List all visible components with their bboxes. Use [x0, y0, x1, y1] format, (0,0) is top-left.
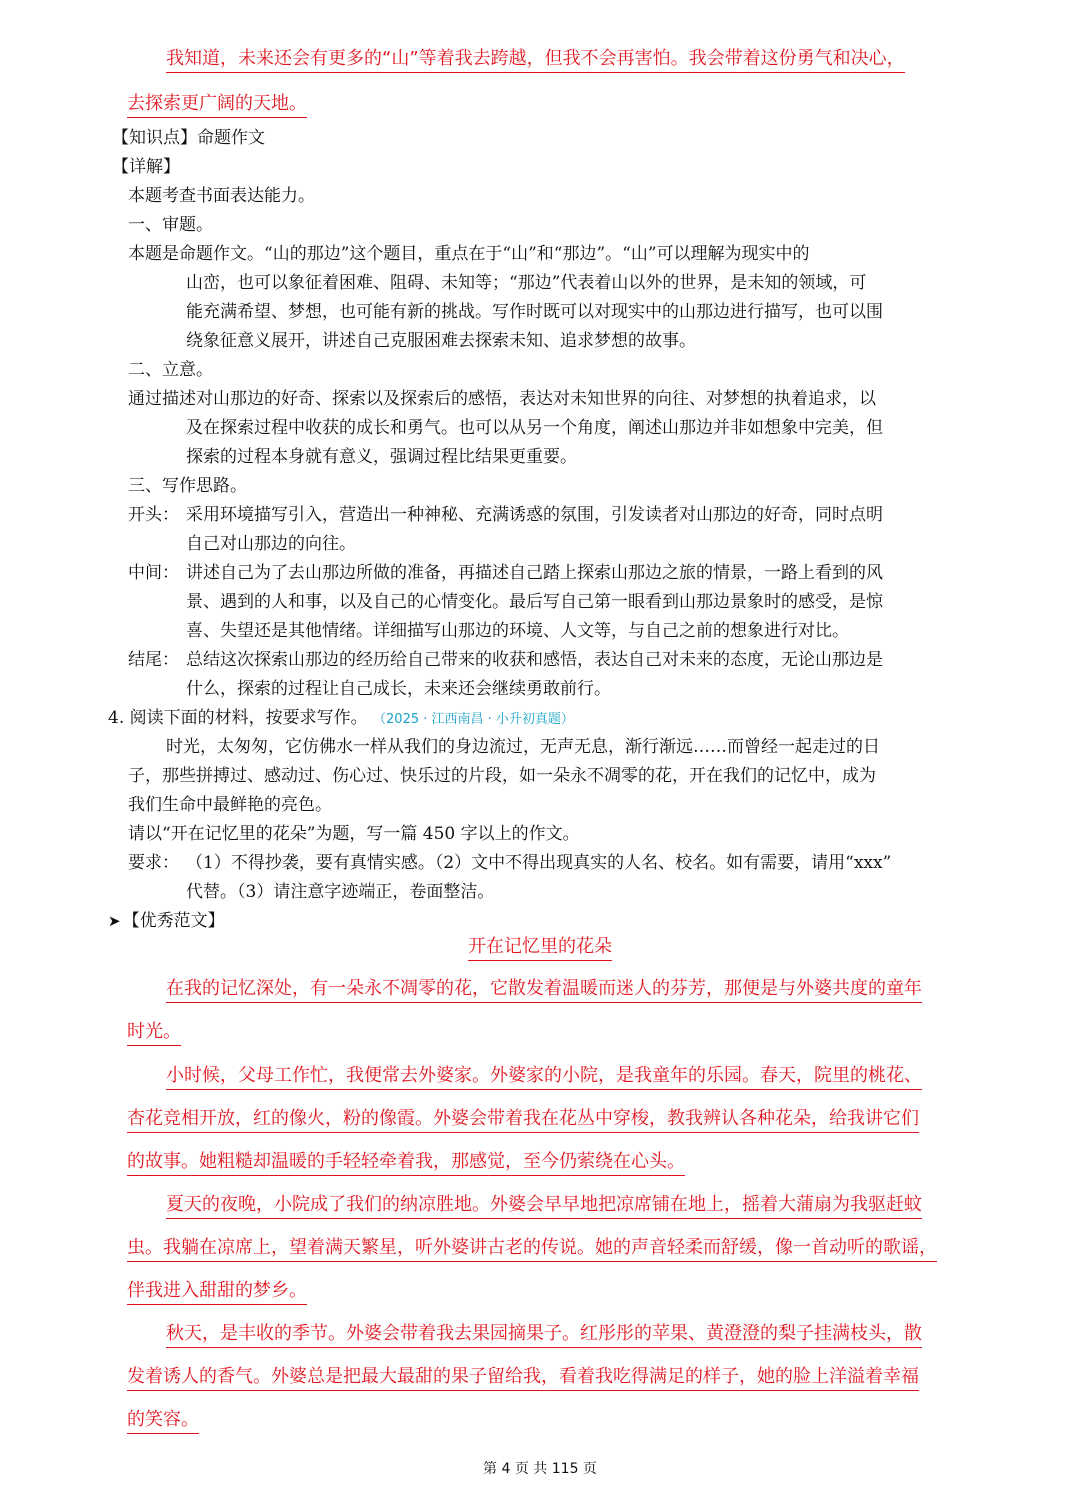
essay-line — [166, 1190, 922, 1216]
essay-text: 夏天的夜晚，小院成了我们的纳凉胜地。外婆会早早地把凉席铺在地上，摇着大蒲扇为我驱赶蚊 — [166, 1194, 922, 1219]
analysis-line: 通过描述对山那边的好奇、探索以及探索后的感悟，表达对未知世界的向往、对梦想的执着追求，以 — [128, 389, 876, 409]
middle-label: 中间： — [128, 563, 179, 583]
analysis-line: 探索的过程本身就有意义，强调过程比结果更重要。 — [186, 447, 577, 467]
page-footer: 第 4 页 共 115 页 — [483, 1461, 597, 1477]
material-line: 子，那些拼搏过、感动过、伤心过、快乐过的片段，如一朵永不凋零的花，开在我们的记忆中，成为 — [128, 766, 876, 786]
essay-line — [127, 1276, 307, 1302]
model-heading-text: 【优秀范文】 — [122, 911, 225, 931]
essay-title-text: 开在记忆里的花朵 — [468, 936, 612, 961]
question-4-stem — [108, 703, 574, 728]
essay-line — [127, 1147, 685, 1173]
question-stem: 4. 阅读下面的材料，按要求写作。 — [108, 708, 368, 728]
essay-text: 杏花竞相开放，红的像火，粉的像霞。外婆会带着我在花丛中穿梭，教我辨认各种花朵，给我讲它们 — [127, 1108, 919, 1133]
essay-line — [127, 1233, 937, 1259]
essay-line — [127, 1362, 919, 1388]
essay-text: 秋天，是丰收的季节。外婆会带着我去果园摘果子。红彤彤的苹果、黄澄澄的梨子挂满枝头，散 — [166, 1323, 922, 1348]
essay-text: 的笑容。 — [127, 1409, 199, 1434]
essay-line — [127, 89, 307, 115]
question-source: （2025 · 江西南昌 · 小升初真题） — [373, 712, 574, 727]
analysis-line: 自己对山那边的向往。 — [186, 534, 356, 554]
analysis-line: 山峦，也可以象征着困难、阻碍、未知等；“那边”代表着山以外的世界，是未知的领域，可 — [186, 273, 867, 293]
essay-line — [166, 974, 922, 1000]
analysis-line: 本题是命题作文。“山的那边”这个题目，重点在于“山”和“那边”。“山”可以理解为现实中的 — [128, 244, 810, 264]
essay-line — [166, 1319, 922, 1345]
essay-text: 时光。 — [127, 1021, 181, 1046]
task-line: 请以“开在记忆里的花朵”为题，写一篇 450 字以上的作文。 — [128, 824, 580, 844]
essay-text: 虫。我躺在凉席上，望着满天繁星，听外婆讲古老的传说。她的声音轻柔而舒缓，像一首动听的歌谣， — [127, 1237, 937, 1262]
knowledge-point: 【知识点】命题作文 — [112, 128, 265, 148]
analysis-line: 讲述自己为了去山那边所做的准备，再描述自己踏上探索山那边之旅的情景，一路上看到的风 — [186, 563, 883, 583]
essay-text: 伴我进入甜甜的梦乡。 — [127, 1280, 307, 1305]
analysis-line: 绕象征意义展开，讲述自己克服困难去探索未知、追求梦想的故事。 — [186, 331, 696, 351]
ending-label: 结尾： — [128, 650, 179, 670]
analysis-intro: 本题考查书面表达能力。 — [128, 186, 315, 206]
requirement-line: （1）不得抄袭，要有真情实感。（2）文中不得出现真实的人名、校名。如有需要，请用“xxx” — [186, 853, 892, 873]
section-heading: 二、立意。 — [128, 360, 213, 380]
analysis-line: 及在探索过程中收获的成长和勇气。也可以从另一个角度，阐述山那边并非如想象中完美，但 — [186, 418, 883, 438]
essay-line — [127, 1405, 199, 1431]
requirement-line: 代替。（3）请注意字迹端正，卷面整洁。 — [186, 882, 495, 902]
analysis-line: 什么，探索的过程让自己成长，未来还会继续勇敢前行。 — [186, 679, 611, 699]
arrow-right-icon: ➤ — [108, 912, 121, 930]
essay-text: 的故事。她粗糙却温暖的手轻轻牵着我，那感觉，至今仍萦绕在心头。 — [127, 1151, 685, 1176]
essay-text: 小时候，父母工作忙，我便常去外婆家。外婆家的小院，是我童年的乐园。春天，院里的桃花、 — [166, 1065, 922, 1090]
essay-text: 去探索更广阔的天地。 — [127, 93, 307, 118]
analysis-line: 能充满希望、梦想，也可能有新的挑战。写作时既可以对现实中的山那边进行描写，也可以围 — [186, 302, 883, 322]
section-heading: 一、审题。 — [128, 215, 213, 235]
essay-text: 我知道，未来还会有更多的“山”等着我去跨越，但我不会再害怕。我会带着这份勇气和决心， — [166, 48, 905, 73]
analysis-line: 喜、失望还是其他情绪。详细描写山那边的环境、人文等，与自己之前的想象进行对比。 — [186, 621, 849, 641]
essay-line — [166, 44, 905, 70]
section-heading: 三、写作思路。 — [128, 476, 247, 496]
opening-label: 开头： — [128, 505, 179, 525]
essay-line — [127, 1017, 181, 1043]
essay-text: 在我的记忆深处，有一朵永不凋零的花，它散发着温暖而迷人的芬芳，那便是与外婆共度的童年 — [166, 978, 922, 1003]
detail-heading: 【详解】 — [112, 157, 180, 177]
analysis-line: 总结这次探索山那边的经历给自己带来的收获和感悟，表达自己对未来的态度，无论山那边是 — [186, 650, 883, 670]
model-essay-heading — [108, 906, 225, 931]
material-line: 时光，太匆匆，它仿佛水一样从我们的身边流过，无声无息，渐行渐远……而曾经一起走过的日 — [166, 737, 880, 757]
requirement-label: 要求： — [128, 853, 179, 873]
essay-line — [166, 1061, 922, 1087]
essay-line — [127, 1104, 919, 1130]
essay-title — [0, 932, 1080, 958]
analysis-line: 景、遇到的人和事，以及自己的心情变化。最后写自己第一眼看到山那边景象时的感受，是惊 — [186, 592, 883, 612]
material-line: 我们生命中最鲜艳的亮色。 — [128, 795, 332, 815]
analysis-line: 采用环境描写引入，营造出一种神秘、充满诱惑的氛围，引发读者对山那边的好奇，同时点明 — [186, 505, 883, 525]
essay-text: 发着诱人的香气。外婆总是把最大最甜的果子留给我，看着我吃得满足的样子，她的脸上洋溢着幸福 — [127, 1366, 919, 1391]
